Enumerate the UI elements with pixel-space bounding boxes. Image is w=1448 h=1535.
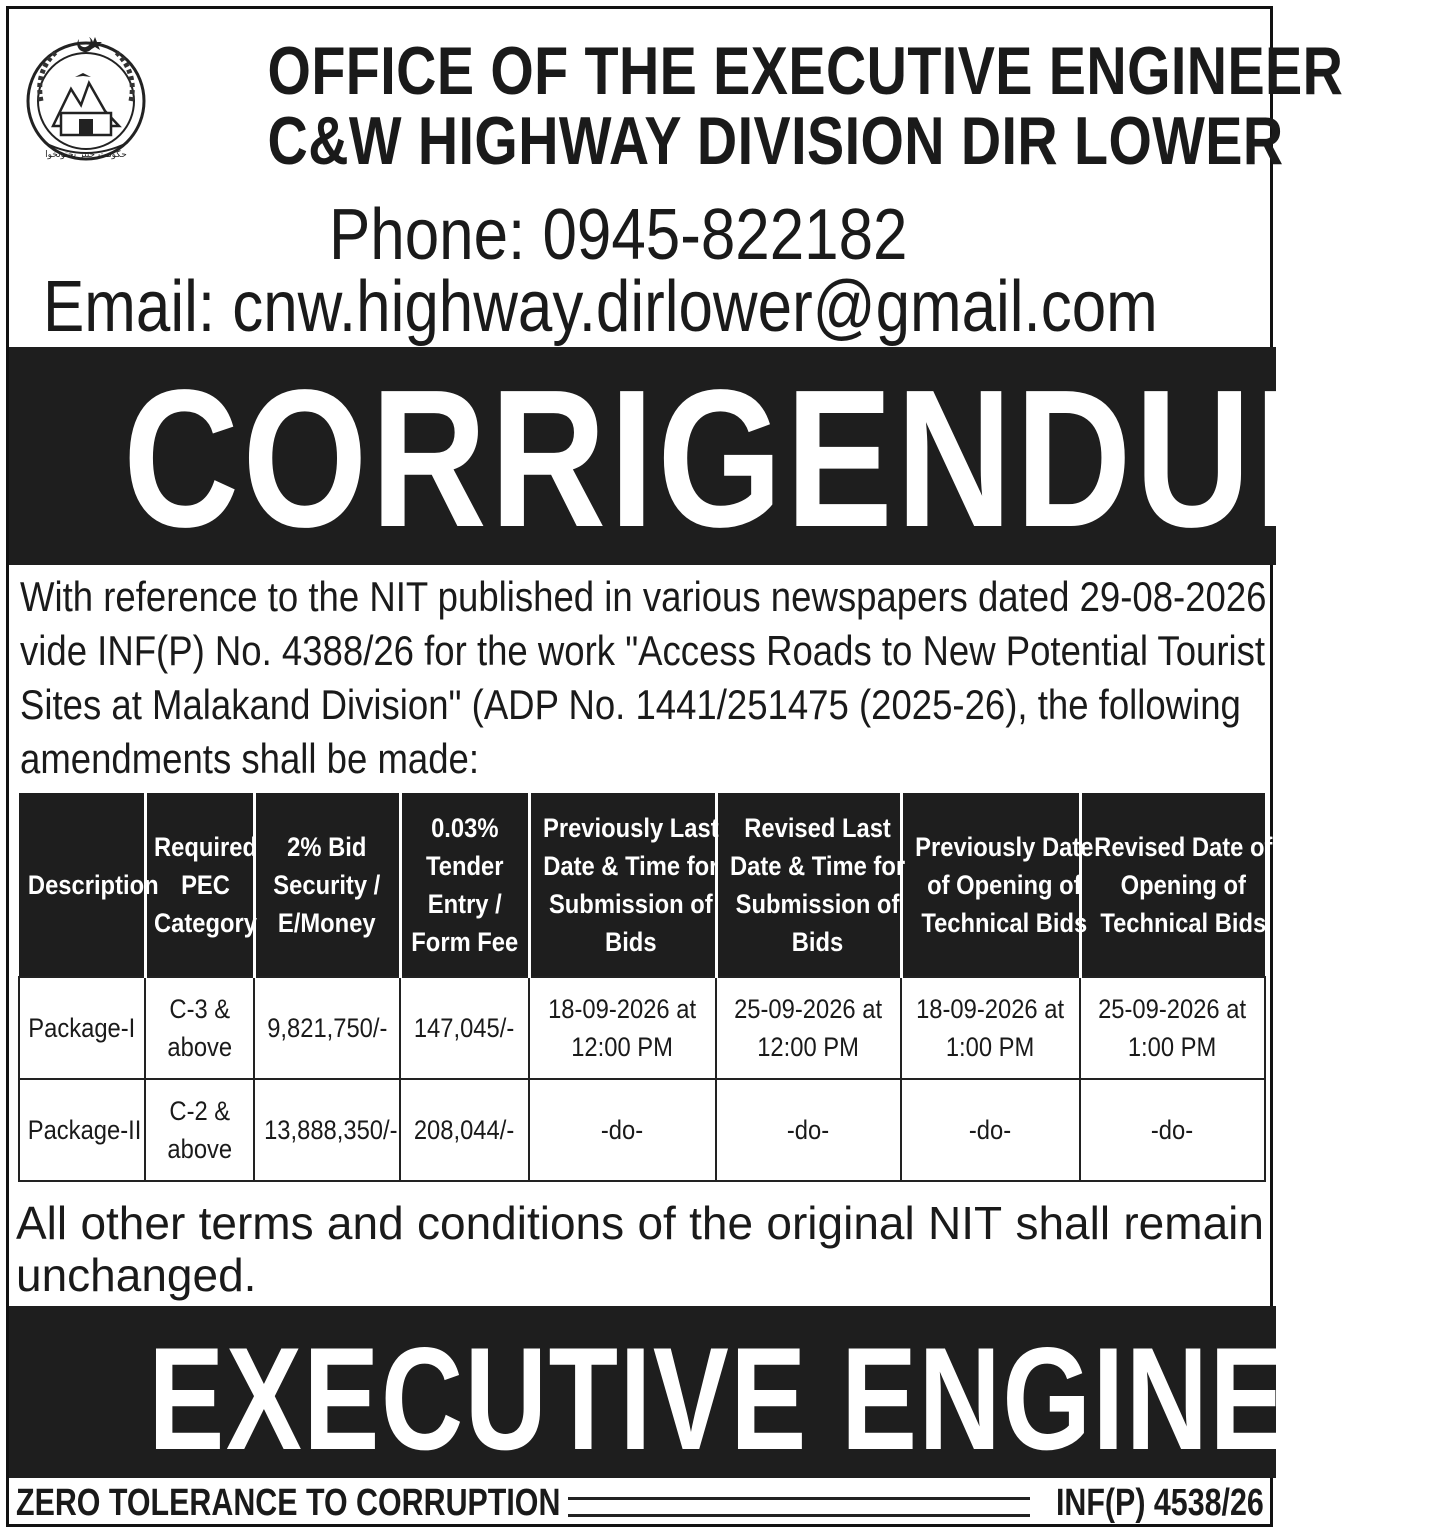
closing-statement [16, 1197, 1264, 1301]
reference-paragraph [20, 570, 1269, 786]
office-title: OFFICE OF THE EXECUTIVE ENGINEER [267, 33, 1344, 109]
closing-word: terms [198, 1197, 314, 1249]
column-header-line: Form Fee [411, 926, 518, 957]
column-header-line: PEC [180, 869, 230, 900]
column-header-line: Opening of [1120, 869, 1246, 900]
column-header [145, 793, 257, 977]
closing-word: NIT [928, 1197, 1003, 1249]
table-cell-line: -do- [1151, 1115, 1194, 1145]
column-header-line: Submission of [735, 888, 899, 919]
column-header-line: 2% Bid [287, 831, 367, 862]
email-address: Email: cnw.highway.dirlower@gmail.com [43, 267, 1158, 347]
closing-word: the [689, 1197, 754, 1249]
table-cell [145, 977, 254, 1079]
table-cell-line: 18-09-2026 at [916, 994, 1065, 1024]
table-cell-line: 208,044/- [414, 1115, 515, 1145]
table-cell [254, 977, 400, 1079]
column-header-line: Bids [604, 926, 657, 957]
paragraph-line: vide INF(P) No. 4388/26 for the work "Access Roads to New Potential Tourist [20, 627, 1266, 674]
paragraph-line: Sites at Malakand Division" (ADP No. 1441/251475 (2025-26), the following [20, 681, 1241, 728]
column-header-line: of Opening of [926, 869, 1082, 900]
table-cell [254, 1079, 400, 1181]
closing-line-1 [16, 1197, 1264, 1249]
closing-word: other [80, 1197, 186, 1249]
table-cell [1080, 1079, 1265, 1181]
column-header-line: Previously Last [542, 812, 719, 843]
table-cell [529, 1079, 716, 1181]
table-header-row [19, 793, 1265, 977]
column-header-line: Date & Time for [542, 850, 718, 881]
column-header-line: Description [27, 869, 159, 900]
table-cell-line: -do- [787, 1115, 830, 1145]
signatory-title: EXECUTIVE ENGINEER [148, 1317, 1448, 1480]
table-cell [400, 1079, 529, 1181]
government-emblem-icon [23, 31, 149, 169]
paragraph-line: amendments shall be made: [20, 735, 480, 782]
table-cell [1080, 977, 1265, 1079]
closing-line-2: unchanged. [16, 1249, 257, 1301]
column-header-line: Revised Date of [1093, 831, 1272, 862]
column-header-line: Technical Bids [1099, 907, 1266, 938]
anti-corruption-slogan: ZERO TOLERANCE TO CORRUPTION [16, 1482, 561, 1524]
table-cell-line: 13,888,350/- [264, 1115, 398, 1145]
paragraph-line: With reference to the NIT published in various newspapers dated 29-08-2026 [20, 573, 1267, 620]
column-header-line: Category [153, 907, 257, 938]
table-cell [400, 977, 529, 1079]
table-cell-line: 9,821,750/- [266, 1013, 388, 1043]
column-header [529, 793, 719, 977]
column-header [19, 793, 159, 977]
letterhead [9, 9, 1344, 347]
inf-reference: INF(P) 4538/26 [1056, 1482, 1264, 1524]
svg-text:حکومت خیبر پختونخوا: حکومت خیبر پختونخوا [45, 150, 127, 160]
closing-word: and [326, 1197, 404, 1249]
table-cell [529, 977, 716, 1079]
table-body [19, 977, 1265, 1181]
footer-strip [12, 1481, 1270, 1525]
column-header-line: Date & Time for [729, 850, 905, 881]
table-cell-line: 12:00 PM [757, 1032, 860, 1062]
column-header [901, 793, 1093, 977]
table-cell-line: -do- [969, 1115, 1012, 1145]
closing-word: All [16, 1197, 68, 1249]
column-header [1080, 793, 1272, 977]
table-row [19, 1079, 1265, 1181]
table-cell [19, 977, 145, 1079]
table-cell-line: Package-II [27, 1115, 142, 1145]
table-cell-line: 18-09-2026 at [548, 994, 697, 1024]
column-header [254, 793, 400, 977]
column-header-line: Security / [273, 869, 381, 900]
table-cell-line: 25-09-2026 at [734, 994, 883, 1024]
table-cell [19, 1079, 145, 1181]
signature-banner [9, 1306, 1448, 1480]
column-header-line: Technical Bids [920, 907, 1087, 938]
column-header-line: Bids [791, 926, 843, 957]
table-cell-line: 1:00 PM [946, 1032, 1035, 1062]
table-cell-line: C-3 & [169, 994, 230, 1024]
table-cell [901, 977, 1080, 1079]
closing-word: of [637, 1197, 676, 1249]
corrigendum-heading: CORRIGENDUM [123, 349, 1392, 568]
column-header-line: Submission of [548, 888, 713, 919]
table-cell-line: 1:00 PM [1128, 1032, 1217, 1062]
corrigendum-banner [9, 347, 1392, 568]
closing-word: original [766, 1197, 915, 1249]
table-cell-line: Package-I [28, 1013, 136, 1043]
divider-rule [568, 1497, 1030, 1517]
column-header-line: Entry / [427, 888, 502, 919]
table-cell-line: 12:00 PM [571, 1032, 674, 1062]
closing-word: remain [1123, 1197, 1264, 1249]
table-cell-line: above [167, 1032, 232, 1062]
table-cell-line: -do- [601, 1115, 644, 1145]
column-header [716, 793, 905, 977]
column-header-line: E/Money [278, 907, 376, 938]
closing-word: conditions [416, 1197, 625, 1249]
column-header-line: Revised Last [743, 812, 891, 843]
column-header-line: 0.03% [430, 812, 499, 843]
table-cell-line: 25-09-2026 at [1098, 994, 1247, 1024]
table-cell-line: C-2 & [169, 1096, 230, 1126]
table-cell [901, 1079, 1080, 1181]
division-title: C&W HIGHWAY DIVISION DIR LOWER [267, 103, 1284, 179]
table-cell [716, 977, 901, 1079]
table-cell [716, 1079, 901, 1181]
table-cell-line: above [167, 1134, 232, 1164]
column-header [400, 793, 529, 977]
amendments-table [18, 793, 1272, 1182]
table-cell [145, 1079, 254, 1181]
column-header-line: Previously Date [914, 831, 1093, 862]
column-header-line: Required [153, 831, 257, 862]
phone-number: Phone: 0945-822182 [329, 195, 908, 275]
table-cell-line: 147,045/- [414, 1013, 515, 1043]
column-header-line: Tender [425, 850, 504, 881]
table-row [19, 977, 1265, 1079]
closing-word: shall [1015, 1197, 1111, 1249]
